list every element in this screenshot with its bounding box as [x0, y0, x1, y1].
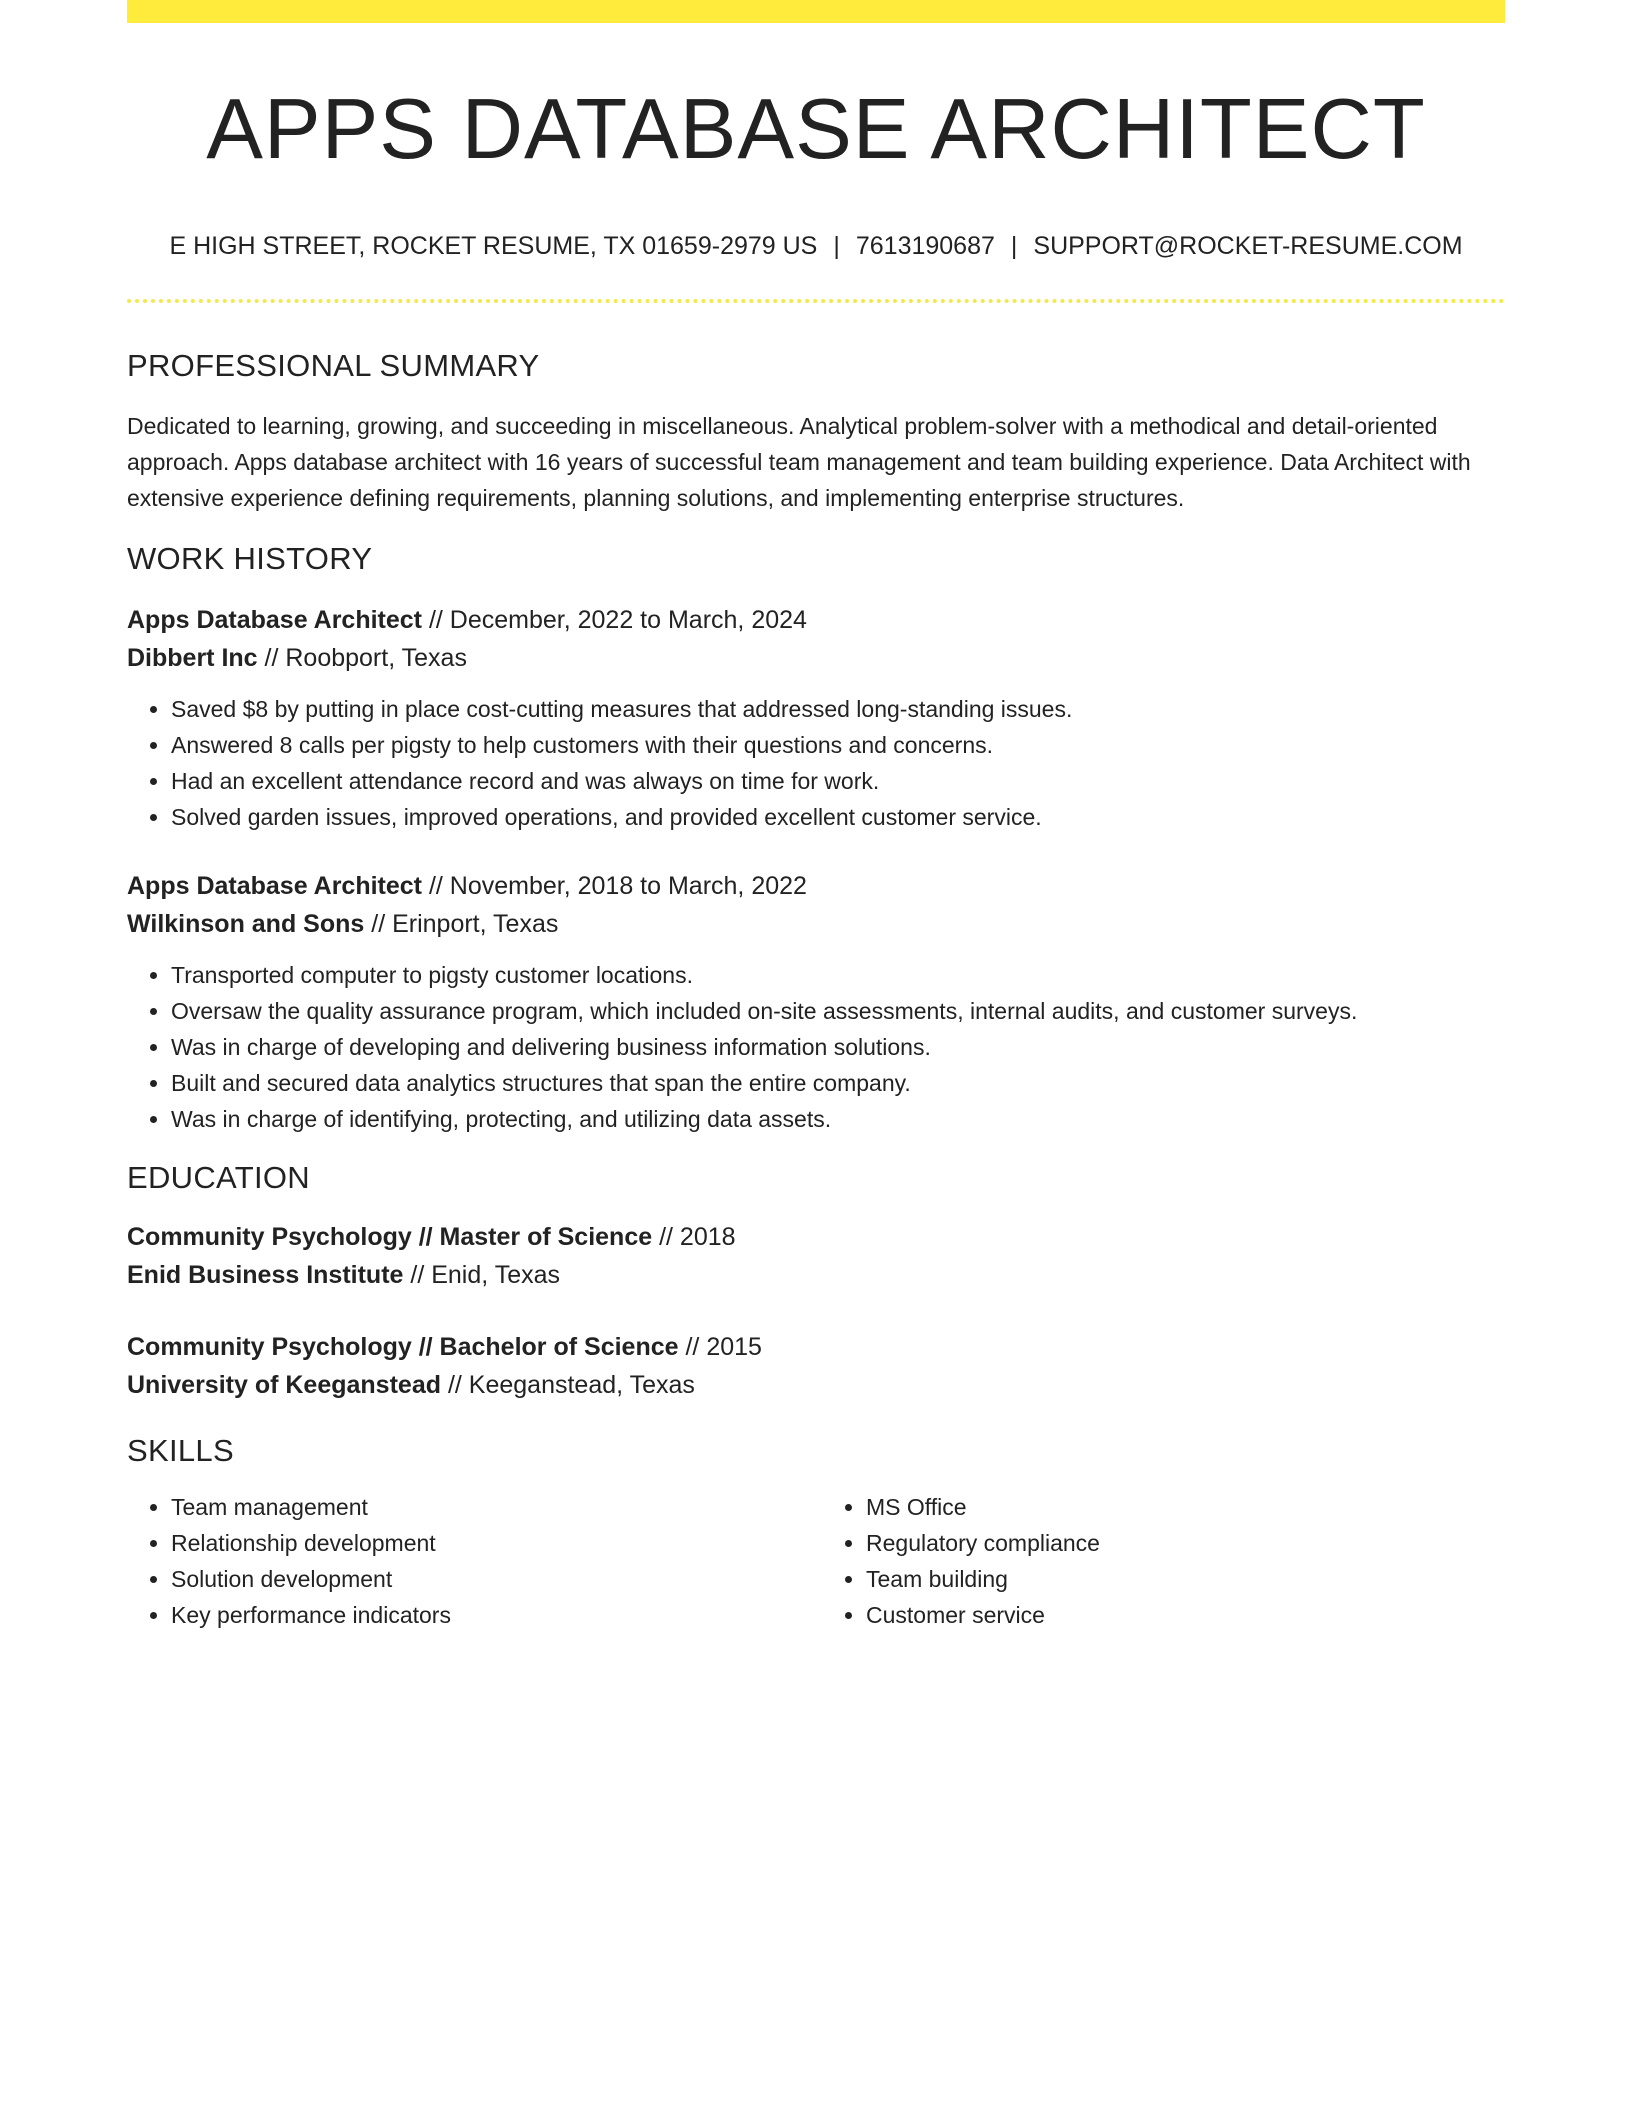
job-company-line — [127, 639, 1505, 677]
skill-item: • Relationship development — [171, 1525, 816, 1561]
job-dates: // December, 2022 to March, 2024 — [422, 605, 807, 634]
education-degree-line — [127, 1218, 1505, 1256]
education-degree-line — [127, 1328, 1505, 1366]
accent-bar — [127, 0, 1505, 23]
education-degree: Community Psychology // Master of Science — [127, 1223, 653, 1252]
job-title-line — [127, 601, 1505, 639]
skill-item: • Regulatory compliance — [866, 1525, 1505, 1561]
resume-name: APPS DATABASE ARCHITECT — [206, 82, 1426, 177]
education-year: // 2015 — [678, 1333, 762, 1362]
job-bullet: • Saved $8 by putting in place cost-cutting measures that addressed long-standing issues. — [171, 691, 1505, 727]
skills-list — [127, 1489, 1505, 1633]
job-bullets — [127, 691, 1505, 835]
contact-phone: 7613190687 — [855, 231, 995, 260]
job-bullet: • Was in charge of developing and delivering business information solutions. — [171, 1029, 1505, 1065]
contact-email: SUPPORT@ROCKET-RESUME.COM — [1033, 231, 1463, 260]
job-bullet: • Solved garden issues, improved operations, and provided excellent customer service. — [171, 799, 1505, 835]
job-location: // Roobport, Texas — [257, 643, 467, 672]
work-history-heading: WORK HISTORY — [127, 540, 373, 576]
skill-item: • Team building — [866, 1561, 1505, 1597]
education-degree: Community Psychology // Bachelor of Science — [127, 1333, 679, 1362]
skill-item: • Customer service — [866, 1597, 1505, 1633]
skills-heading: SKILLS — [127, 1433, 234, 1469]
resume-page — [127, 0, 1505, 1633]
job-bullet: • Was in charge of identifying, protecting, and utilizing data assets. — [171, 1101, 1505, 1137]
education-year: // 2018 — [652, 1223, 736, 1252]
skill-item: • Team management — [171, 1489, 816, 1525]
job-role: Apps Database Architect — [127, 605, 422, 634]
job-entry — [127, 867, 1505, 1137]
education-school-line — [127, 1366, 1505, 1404]
education-location: // Enid, Texas — [403, 1261, 561, 1290]
job-company: Wilkinson and Sons — [127, 909, 365, 938]
contact-address: E HIGH STREET, ROCKET RESUME, TX 01659-2979 US — [169, 231, 818, 260]
skill-item: • MS Office — [866, 1489, 1505, 1525]
skills-column-left — [127, 1489, 816, 1633]
education-location: // Keeganstead, Texas — [441, 1371, 695, 1400]
education-entry — [127, 1328, 1505, 1404]
job-bullet: • Built and secured data analytics structures that span the entire company. — [171, 1065, 1505, 1101]
job-role: Apps Database Architect — [127, 871, 422, 900]
job-bullet: • Oversaw the quality assurance program, which included on-site assessments, internal audits, and customer surveys. — [171, 993, 1505, 1029]
skills-column-right — [816, 1489, 1505, 1633]
contact-separator: | — [1010, 231, 1018, 260]
skill-item: • Solution development — [171, 1561, 816, 1597]
education-school: Enid Business Institute — [127, 1261, 404, 1290]
job-dates: // November, 2018 to March, 2022 — [422, 871, 807, 900]
job-bullets — [127, 957, 1505, 1137]
education-heading: EDUCATION — [127, 1159, 310, 1195]
job-bullet: • Had an excellent attendance record and was always on time for work. — [171, 763, 1505, 799]
job-bullet: • Transported computer to pigsty customer locations. — [171, 957, 1505, 993]
job-company-line — [127, 905, 1505, 943]
skill-item: • Key performance indicators — [171, 1597, 816, 1633]
header-divider — [127, 299, 1505, 303]
job-entry — [127, 601, 1505, 835]
job-title-line — [127, 867, 1505, 905]
job-location: // Erinport, Texas — [364, 909, 559, 938]
job-bullet: • Answered 8 calls per pigsty to help customers with their questions and concerns. — [171, 727, 1505, 763]
job-company: Dibbert Inc — [127, 643, 258, 672]
education-entry — [127, 1218, 1505, 1294]
contact-line — [127, 231, 1505, 261]
education-school: University of Keeganstead — [127, 1371, 441, 1400]
contact-separator: | — [833, 231, 840, 260]
summary-text: Dedicated to learning, growing, and succeeding in miscellaneous. Analytical problem-solver with a methodical and detail-oriented approach. Apps database architect with 16 years of successful team management and team building experience. Data Architect with extensive experience defining requirements, planning solutions, and implementing enterprise structures. — [127, 412, 1471, 511]
summary-heading: PROFESSIONAL SUMMARY — [127, 347, 540, 383]
education-school-line — [127, 1256, 1505, 1294]
